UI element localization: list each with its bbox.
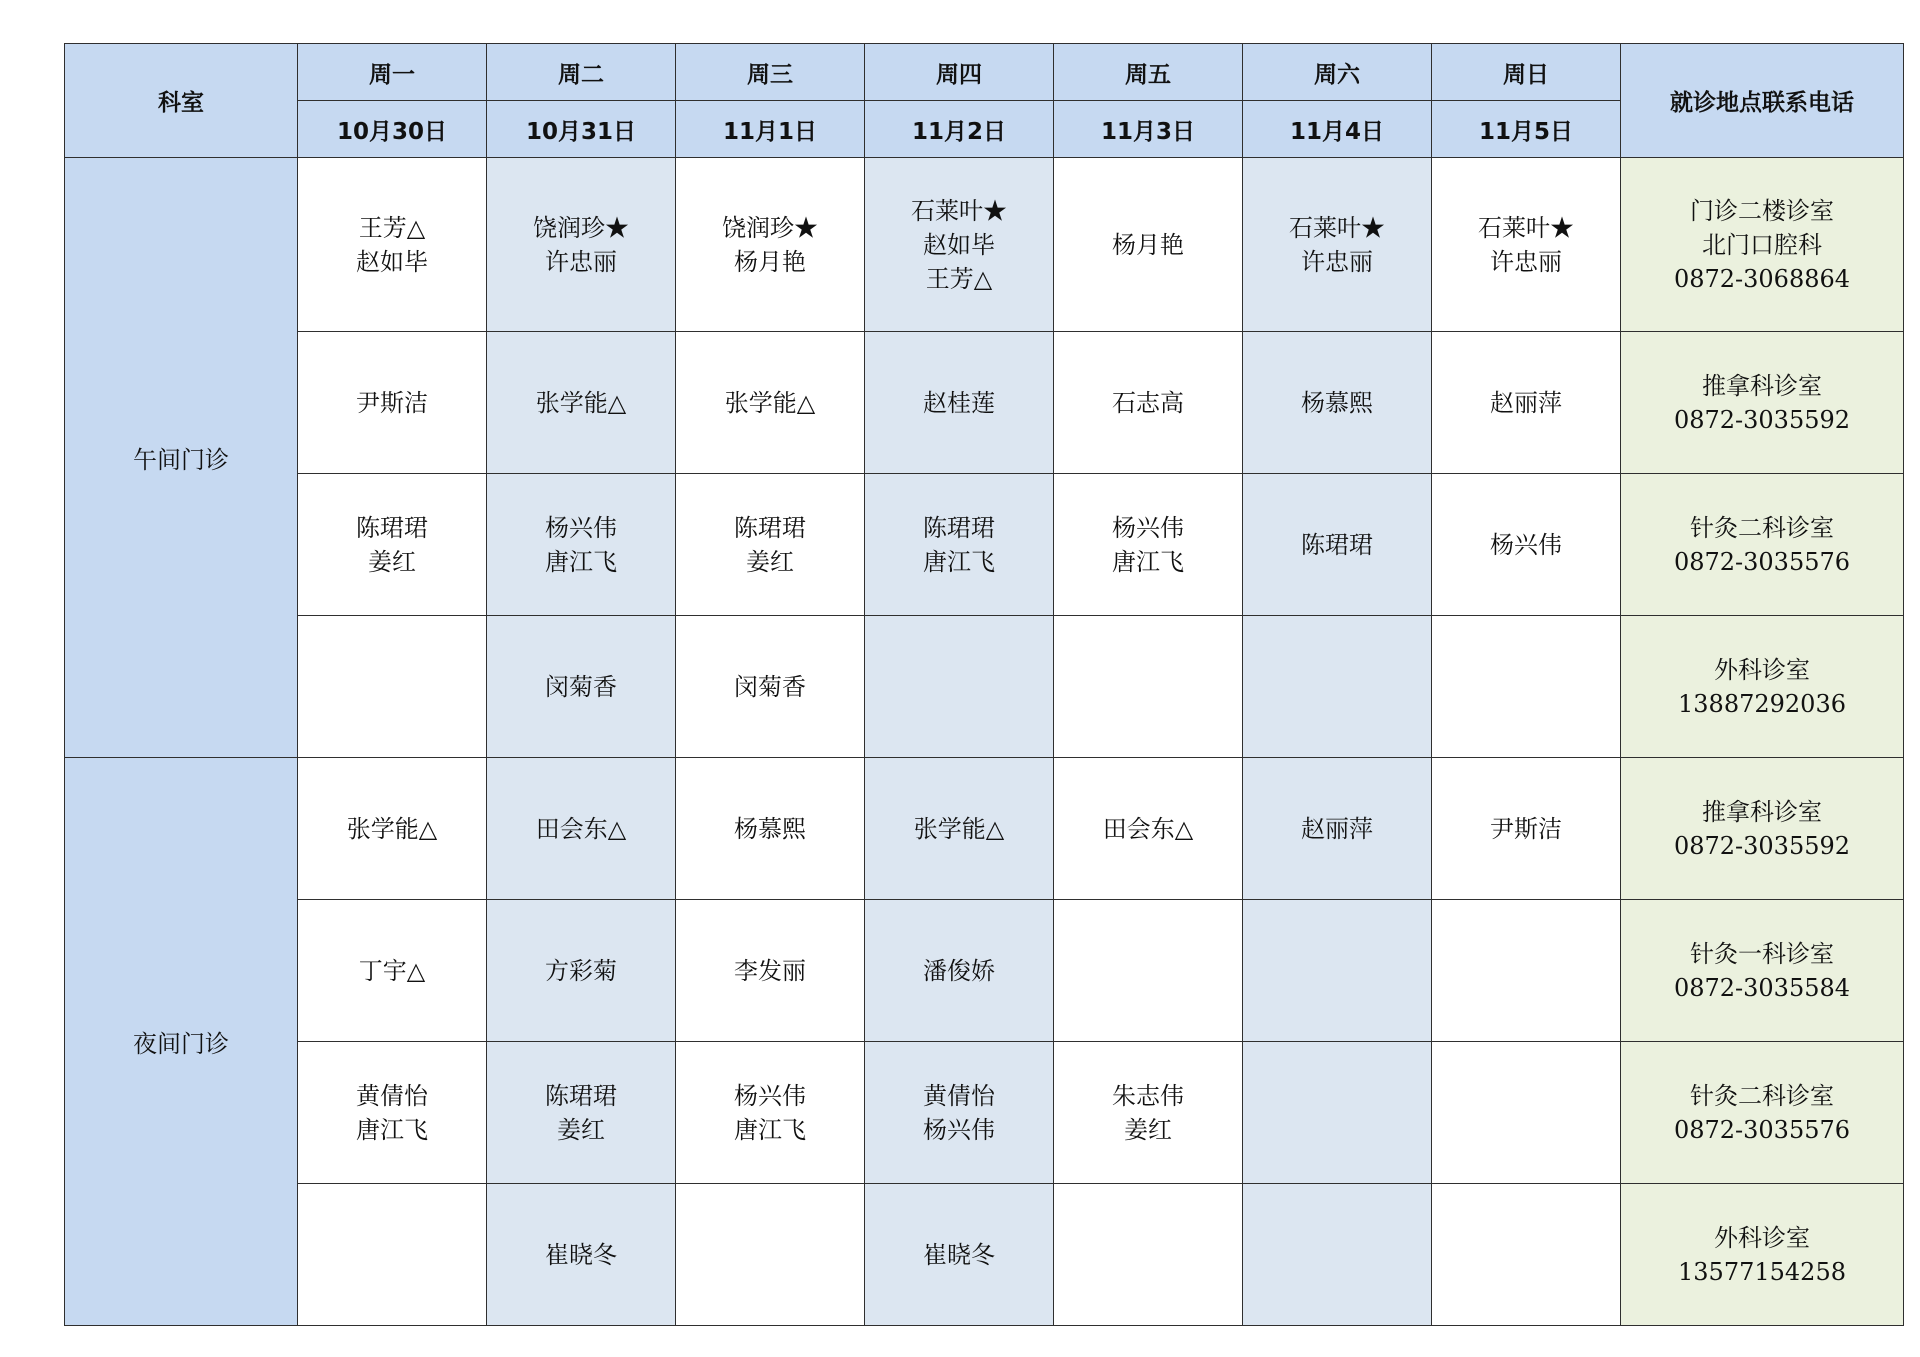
date-header: 11月5日: [1432, 101, 1621, 158]
contact-phone: 0872-3068864: [1673, 264, 1851, 293]
doctor-cell: [1243, 1184, 1432, 1326]
doctor-cell: [676, 900, 865, 1042]
doctor-cell: [865, 758, 1054, 900]
header-row-weekday: [65, 44, 1904, 101]
doctor-name: 陈珺珺: [545, 1081, 617, 1110]
doctor-cell: [1432, 158, 1621, 332]
doctor-name: 姜红: [557, 1115, 605, 1144]
doctor-cell: [1243, 900, 1432, 1042]
doctor-cell: [1054, 158, 1243, 332]
doctor-name: 黄倩怡: [356, 1081, 428, 1110]
weekday-header: 周日: [1432, 44, 1621, 101]
doctor-name: 赵如毕: [356, 247, 428, 276]
doctor-name: 张学能△: [346, 814, 438, 843]
doctor-name: 丁宇△: [358, 956, 426, 985]
doctor-name: 陈珺珺: [734, 513, 806, 542]
doctor-cell: [298, 616, 487, 758]
doctor-cell: [298, 1184, 487, 1326]
doctor-cell: [676, 158, 865, 332]
doctor-cell: [865, 1042, 1054, 1184]
doctor-name: 杨慕熙: [734, 814, 806, 843]
contact-phone: 0872-3035576: [1673, 547, 1851, 576]
doctor-name: 闵菊香: [545, 672, 617, 701]
doctor-cell: [865, 1184, 1054, 1326]
doctor-name: 张学能△: [724, 388, 816, 417]
doctor-name: 姜红: [1124, 1115, 1172, 1144]
contact-cell: [1621, 158, 1904, 332]
schedule-table: [64, 43, 1904, 1326]
doctor-name: 杨兴伟: [734, 1081, 806, 1110]
doctor-name: 尹斯洁: [356, 388, 428, 417]
contact-location: 门诊二楼诊室: [1690, 196, 1834, 225]
doctor-cell: [865, 900, 1054, 1042]
doctor-cell: [1432, 616, 1621, 758]
schedule-row: [65, 332, 1904, 474]
contact-phone: 13887292036: [1678, 689, 1846, 718]
doctor-name: 杨月艳: [1112, 230, 1184, 259]
doctor-name: 尹斯洁: [1490, 814, 1562, 843]
schedule-row: [65, 1042, 1904, 1184]
schedule-row: [65, 758, 1904, 900]
contact-phone: 0872-3035592: [1673, 831, 1851, 860]
doctor-name: 陈珺珺: [356, 513, 428, 542]
doctor-name: 田会东△: [1102, 814, 1194, 843]
doctor-cell: [1432, 758, 1621, 900]
doctor-cell: [676, 474, 865, 616]
doctor-name: 唐江飞: [734, 1115, 806, 1144]
schedule-row: [65, 1184, 1904, 1326]
doctor-name: 赵丽萍: [1301, 814, 1373, 843]
doctor-cell: [1432, 474, 1621, 616]
doctor-name: 赵如毕: [923, 230, 995, 259]
section-label: 午间门诊: [65, 158, 298, 758]
doctor-cell: [487, 900, 676, 1042]
doctor-cell: [1243, 332, 1432, 474]
doctor-cell: [1054, 474, 1243, 616]
schedule-row: [65, 900, 1904, 1042]
doctor-name: 姜红: [746, 547, 794, 576]
doctor-cell: [676, 1042, 865, 1184]
weekday-header: 周五: [1054, 44, 1243, 101]
doctor-cell: [865, 332, 1054, 474]
doctor-name: 方彩菊: [545, 956, 617, 985]
contact-location: 针灸一科诊室: [1690, 939, 1834, 968]
contact-cell: [1621, 616, 1904, 758]
contact-location: 外科诊室: [1714, 1223, 1810, 1252]
doctor-name: 王芳△: [358, 213, 426, 242]
doctor-cell: [1243, 474, 1432, 616]
weekday-header: 周四: [865, 44, 1054, 101]
doctor-cell: [298, 900, 487, 1042]
doctor-cell: [298, 758, 487, 900]
contact-phone: 13577154258: [1678, 1257, 1846, 1286]
doctor-name: 田会东△: [535, 814, 627, 843]
doctor-cell: [1432, 332, 1621, 474]
doctor-cell: [865, 158, 1054, 332]
doctor-cell: [487, 616, 676, 758]
date-header: 11月1日: [676, 101, 865, 158]
doctor-cell: [298, 474, 487, 616]
doctor-name: 唐江飞: [1112, 547, 1184, 576]
doctor-name: 赵丽萍: [1490, 388, 1562, 417]
doctor-name: 张学能△: [535, 388, 627, 417]
doctor-name: 唐江飞: [923, 547, 995, 576]
doctor-name: 杨月艳: [734, 247, 806, 276]
doctor-cell: [487, 158, 676, 332]
doctor-cell: [298, 332, 487, 474]
doctor-name: 王芳△: [925, 264, 993, 293]
doctor-cell: [1243, 158, 1432, 332]
doctor-cell: [1054, 758, 1243, 900]
section-label: 夜间门诊: [65, 758, 298, 1326]
schedule-row: [65, 158, 1904, 332]
date-header: 11月2日: [865, 101, 1054, 158]
doctor-cell: [1054, 616, 1243, 758]
doctor-name: 杨兴伟: [923, 1115, 995, 1144]
doctor-name: 张学能△: [913, 814, 1005, 843]
doctor-name: 石志高: [1112, 388, 1184, 417]
doctor-cell: [487, 1184, 676, 1326]
doctor-name: 石莱叶★: [1478, 213, 1574, 242]
doctor-cell: [676, 1184, 865, 1326]
doctor-name: 赵桂莲: [923, 388, 995, 417]
doctor-name: 闵菊香: [734, 672, 806, 701]
contact-location: 针灸二科诊室: [1690, 513, 1834, 542]
doctor-name: 潘俊娇: [923, 956, 995, 985]
doctor-name: 陈珺珺: [1301, 530, 1373, 559]
doctor-cell: [1054, 1042, 1243, 1184]
doctor-name: 唐江飞: [356, 1115, 428, 1144]
schedule-row: [65, 474, 1904, 616]
contact-phone: 0872-3035584: [1673, 973, 1851, 1002]
contact-header: 就诊地点联系电话: [1621, 44, 1904, 158]
contact-phone: 0872-3035592: [1673, 405, 1851, 434]
dept-header: 科室: [65, 44, 298, 158]
doctor-cell: [1432, 900, 1621, 1042]
doctor-cell: [298, 1042, 487, 1184]
doctor-name: 杨兴伟: [1112, 513, 1184, 542]
doctor-cell: [1054, 900, 1243, 1042]
doctor-cell: [865, 474, 1054, 616]
weekday-header: 周一: [298, 44, 487, 101]
weekday-header: 周三: [676, 44, 865, 101]
contact-cell: [1621, 474, 1904, 616]
contact-location: 推拿科诊室: [1702, 797, 1822, 826]
doctor-name: 杨兴伟: [1490, 530, 1562, 559]
weekday-header: 周二: [487, 44, 676, 101]
schedule-wrapper: [64, 43, 1904, 1326]
doctor-cell: [487, 758, 676, 900]
doctor-cell: [1243, 758, 1432, 900]
contact-cell: [1621, 758, 1904, 900]
doctor-name: 杨兴伟: [545, 513, 617, 542]
doctor-cell: [1243, 1042, 1432, 1184]
date-header: 11月3日: [1054, 101, 1243, 158]
doctor-name: 许忠丽: [545, 247, 617, 276]
date-header: 11月4日: [1243, 101, 1432, 158]
doctor-name: 朱志伟: [1112, 1081, 1184, 1110]
doctor-name: 陈珺珺: [923, 513, 995, 542]
doctor-name: 饶润珍★: [533, 213, 629, 242]
contact-location: 针灸二科诊室: [1690, 1081, 1834, 1110]
doctor-cell: [1054, 1184, 1243, 1326]
doctor-name: 饶润珍★: [722, 213, 818, 242]
doctor-cell: [1243, 616, 1432, 758]
contact-cell: [1621, 332, 1904, 474]
contact-location: 推拿科诊室: [1702, 371, 1822, 400]
doctor-name: 李发丽: [734, 956, 806, 985]
doctor-cell: [487, 474, 676, 616]
doctor-cell: [865, 616, 1054, 758]
doctor-name: 崔晓冬: [923, 1240, 995, 1269]
date-header: 10月30日: [298, 101, 487, 158]
doctor-cell: [676, 332, 865, 474]
doctor-name: 姜红: [368, 547, 416, 576]
doctor-cell: [676, 616, 865, 758]
date-header: 10月31日: [487, 101, 676, 158]
doctor-cell: [1432, 1042, 1621, 1184]
schedule-row: [65, 616, 1904, 758]
doctor-cell: [1054, 332, 1243, 474]
doctor-name: 杨慕熙: [1301, 388, 1373, 417]
doctor-name: 唐江飞: [545, 547, 617, 576]
contact-cell: [1621, 1042, 1904, 1184]
doctor-name: 黄倩怡: [923, 1081, 995, 1110]
contact-location: 北门口腔科: [1702, 230, 1822, 259]
contact-location: 外科诊室: [1714, 655, 1810, 684]
doctor-cell: [1432, 1184, 1621, 1326]
doctor-name: 石莱叶★: [911, 196, 1007, 225]
doctor-name: 许忠丽: [1301, 247, 1373, 276]
doctor-cell: [298, 158, 487, 332]
doctor-name: 石莱叶★: [1289, 213, 1385, 242]
contact-cell: [1621, 1184, 1904, 1326]
contact-phone: 0872-3035576: [1673, 1115, 1851, 1144]
contact-cell: [1621, 900, 1904, 1042]
doctor-name: 许忠丽: [1490, 247, 1562, 276]
doctor-cell: [487, 332, 676, 474]
doctor-name: 崔晓冬: [545, 1240, 617, 1269]
doctor-cell: [676, 758, 865, 900]
weekday-header: 周六: [1243, 44, 1432, 101]
doctor-cell: [487, 1042, 676, 1184]
